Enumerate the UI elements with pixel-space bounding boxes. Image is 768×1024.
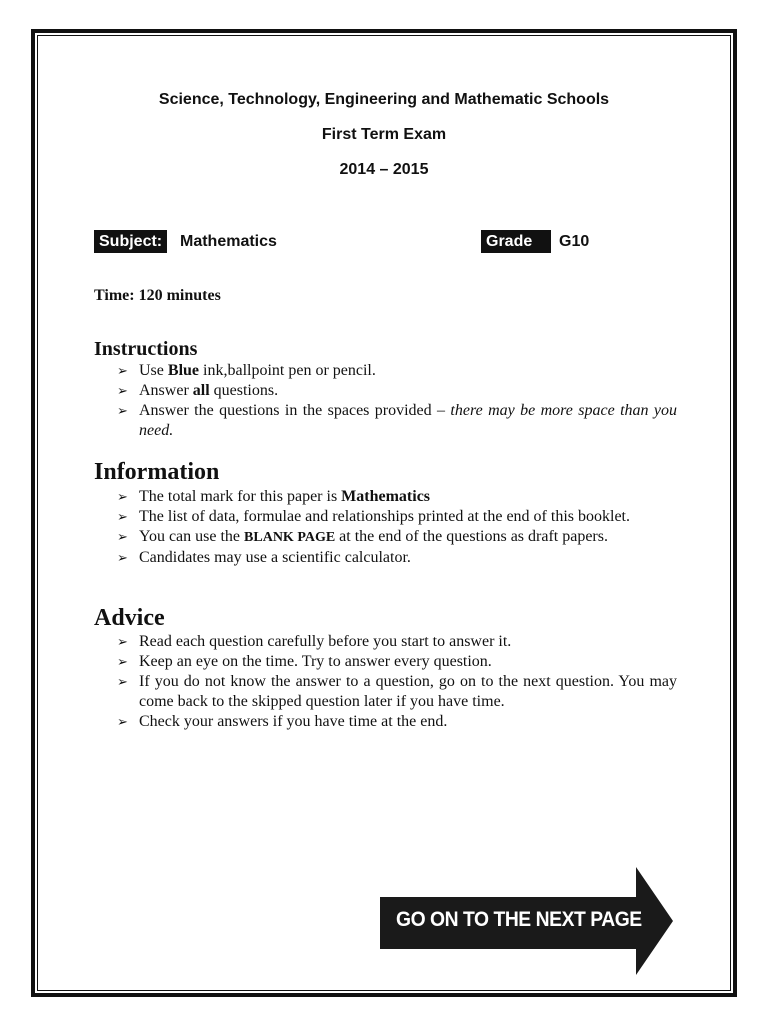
subject-value: Mathematics bbox=[180, 233, 277, 250]
arrow-bullet-icon: ➢ bbox=[117, 654, 128, 669]
grade-label: Grade bbox=[481, 230, 551, 253]
exam-duration: Time: 120 minutes bbox=[94, 287, 221, 304]
information-heading: Information bbox=[94, 459, 220, 485]
information-list bbox=[117, 487, 677, 568]
instructions-list bbox=[117, 361, 677, 441]
arrow-bullet-icon: ➢ bbox=[117, 363, 128, 378]
list-item: ➢ You can use the BLANK PAGE at the end of the questions as draft papers. bbox=[117, 527, 677, 548]
list-item: ➢ If you do not know the answer to a question, go on to the next question. You may come back to the skipped question later if you have time. bbox=[117, 673, 677, 710]
grade-value: G10 bbox=[559, 233, 590, 250]
school-title: Science, Technology, Engineering and Mathematic Schools bbox=[158, 91, 610, 108]
arrow-bullet-icon: ➢ bbox=[117, 674, 128, 689]
next-page-label: GO ON TO THE NEXT PAGE bbox=[396, 908, 642, 931]
arrow-bullet-icon: ➢ bbox=[117, 383, 128, 398]
arrow-bullet-icon: ➢ bbox=[117, 634, 128, 649]
list-item: ➢ Answer the questions in the spaces provided – there may be more space than you need. bbox=[117, 402, 677, 439]
list-item: ➢ The list of data, formulae and relationships printed at the end of this booklet. bbox=[117, 508, 630, 525]
list-item: ➢ Keep an eye on the time. Try to answer every question. bbox=[117, 653, 492, 670]
list-item: ➢ The total mark for this paper is Mathematics bbox=[117, 488, 431, 505]
next-page-arrow bbox=[380, 867, 676, 982]
list-item: ➢ Check your answers if you have time at the end. bbox=[117, 713, 448, 730]
list-item: ➢ Candidates may use a scientific calculator. bbox=[117, 549, 411, 566]
list-item: ➢ Read each question carefully before you start to answer it. bbox=[117, 633, 512, 650]
advice-list bbox=[117, 632, 677, 732]
list-item: ➢ Use Blue ink,ballpoint pen or pencil. bbox=[117, 362, 376, 379]
exam-title: First Term Exam bbox=[321, 126, 447, 143]
advice-heading: Advice bbox=[94, 605, 165, 631]
list-item: ➢ Answer all questions. bbox=[117, 382, 279, 399]
arrow-bullet-icon: ➢ bbox=[117, 550, 128, 565]
arrow-bullet-icon: ➢ bbox=[117, 509, 128, 524]
arrow-bullet-icon: ➢ bbox=[117, 714, 128, 729]
subject-label: Subject: bbox=[94, 230, 167, 253]
arrow-bullet-icon: ➢ bbox=[117, 529, 128, 544]
instructions-heading: Instructions bbox=[94, 338, 198, 360]
arrow-bullet-icon: ➢ bbox=[117, 403, 128, 418]
exam-year: 2014 – 2015 bbox=[339, 161, 429, 178]
arrow-bullet-icon: ➢ bbox=[117, 489, 128, 504]
